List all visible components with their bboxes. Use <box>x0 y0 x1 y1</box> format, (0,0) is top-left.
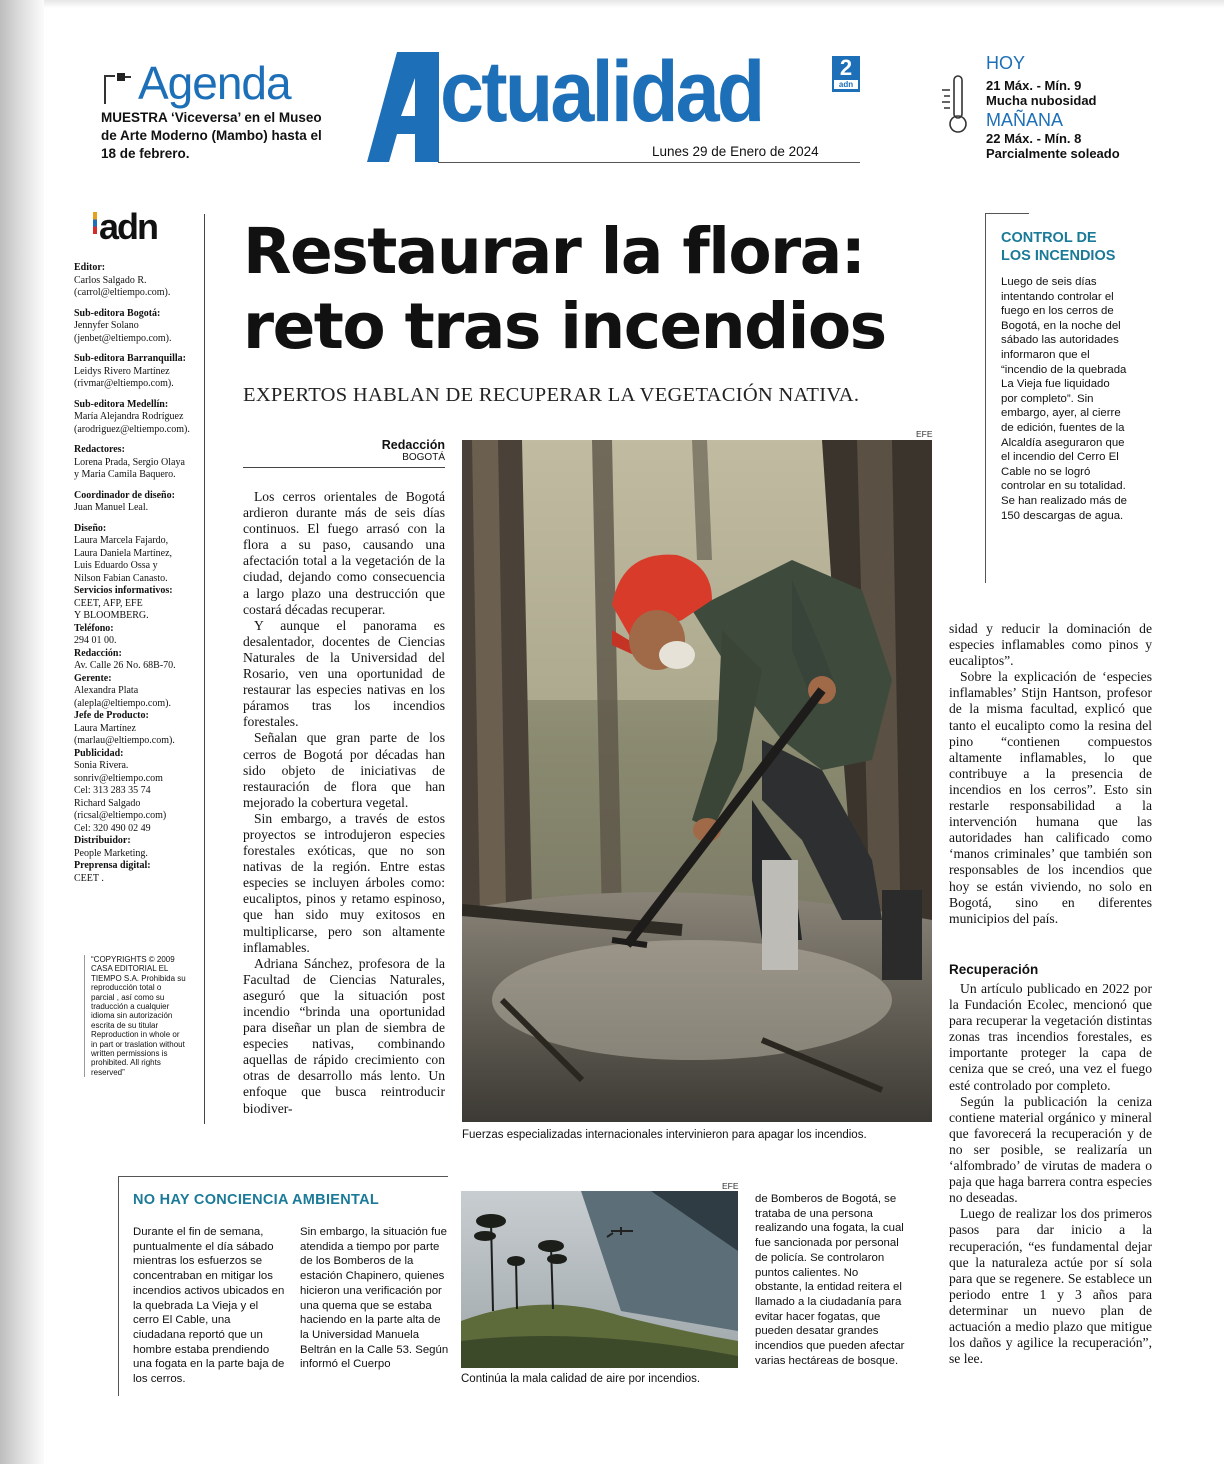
credit-entry <box>74 623 204 648</box>
credit-entry <box>74 648 204 673</box>
credit-line: (rivmar@eltiempo.com). <box>74 378 174 389</box>
article-paragraph: Un artículo publicado en 2022 por la Fundación Ecolec, mencionó que para recuperar la vegetación distintas zonas tras incendios forestales, es importante proteger la capa de ceniza que se creó, una vez el fuego esté controlado por completo. <box>949 981 1152 1093</box>
article-paragraph: Y aunque el panorama es desalentador, docentes de Ciencias Naturales de la Universidad del Rosario, ven una oportunidad de restaurar las especies nativas en los páramos tras los incendios forestales. <box>243 617 445 730</box>
credit-role: Jefe de Producto: <box>74 710 149 721</box>
credit-entry <box>74 835 204 860</box>
credit-entry <box>74 399 204 437</box>
credit-entry <box>74 353 204 391</box>
credit-entry <box>74 490 204 515</box>
sidebar-title-line-1: CONTROL DE <box>1001 230 1097 246</box>
article-paragraph: Los cerros orientales de Bogotá ardieron durante más de seis días continuos. El fuego arrasó con la flora a su paso, causando una afectación total a la vegetación de la ciudad, dejando como consecuencia a largo plazo una destrucción que costará décadas recuperar. <box>243 489 445 617</box>
article-paragraph: Adriana Sánchez, profesora de la Facultad de Ciencias Naturales, aseguró que la situación post incendio “brinda una oportunidad para diseñar un plan de siembra de especies nativas, combinando aquellas de rápido crecimiento con otras de desarrollo más lento. Un enfoque que busca reintroducir biodiver- <box>243 955 445 1116</box>
photo-caption: Fuerzas especializadas internacionales intervinieron para apagar los incendios. <box>462 1129 867 1141</box>
sidebar-frame-top <box>985 213 1029 214</box>
credit-entry <box>74 585 204 623</box>
article-paragraph: Según la publicación la ceniza contiene material orgánico y mineral que favorecerá la recuperación y de no ser posible, se realizaría un ‘alfombrado’ de virutas de madera o paja que haga barrera contra especies no deseadas. <box>949 1093 1152 1206</box>
credit-entry <box>74 710 204 748</box>
credit-entry <box>74 860 204 885</box>
thermometer-icon <box>940 74 970 136</box>
credit-line: María Alejandra Rodríguez <box>74 411 184 422</box>
sidebar-title-line-2: LOS INCENDIOS <box>1001 248 1116 264</box>
weather-today-label: HOY <box>986 53 1026 73</box>
credit-line: (carrol@eltiempo.com). <box>74 287 171 298</box>
credit-entry <box>74 262 204 300</box>
article-paragraph: Sin embargo, a través de estos proyectos se introdujeron especies forestales exóticas, que no son nativas de la región. Entre estas especies se incluyen árboles como: eucaliptos, pinos y retamo espinoso, que han sido muy exitosos en multiplicarse, pero son altamente inflamables. <box>243 810 445 955</box>
article-paragraph: Sobre la explicación de ‘especies inflamables’ Stijn Hantson, profesor de la misma facultad, explicó que tanto el eucalipto como la resina del pino “contienen compuestos altamente inflamables, lo que contribuye a la presencia de incendios en los cerros”. Esto sin restarle responsabilidad a la intervención humana que las autoridades han calificado como ‘manos criminales’ que también son responsables de los incendios que hoy se están viviendo, no solo en Bogotá, sino en diferentes municipios del país. <box>949 669 1152 926</box>
agenda-bracket-icon <box>103 72 133 106</box>
credit-role: Servicios informativos: <box>74 585 173 596</box>
credit-line: Sonia Rivera. <box>74 760 129 771</box>
credit-role: Diseño: <box>74 522 107 534</box>
article-paragraph: Señalan que gran parte de los cerros de Bogotá por décadas han sido objeto de iniciativas de restauración de flora que han mejorado la cobertura vegetal. <box>243 730 445 810</box>
page-number: 2 <box>839 55 853 80</box>
firefighter-photo <box>462 440 932 1122</box>
credit-role: Sub-editora Bogotá: <box>74 307 161 319</box>
weather-tomorrow-desc: Parcialmente soleado <box>986 146 1120 161</box>
copyright-notice: “COPYRIGHTS © 2009 CASA EDITORIAL EL TIEMPO S.A. Prohibida su reproducción total o parcial , así como su traducción a cualquier idioma sin autorización escrita de su titular Reproduction in whole or in part or traslation without written permissions is prohibited. All rights reserved” <box>84 955 186 1077</box>
box-photo-caption: Continúa la mala calidad de aire por incendios. <box>461 1373 701 1385</box>
page-spine-shadow <box>0 0 44 1464</box>
credit-line: Lorena Prada, Sergio Olaya <box>74 456 185 468</box>
page-number-badge <box>832 56 860 92</box>
weather-tomorrow-label: MAÑANA <box>986 110 1064 130</box>
credit-entry <box>74 523 204 586</box>
credit-line: Alexandra Plata <box>74 685 139 696</box>
box-frame-top <box>118 1176 448 1177</box>
sidebar-title <box>1001 229 1115 265</box>
section-title-rule <box>438 162 860 163</box>
credit-line: sonriv@eltiempo.com <box>74 772 163 784</box>
box-column-3: de Bomberos de Bogotá, se trataba de una persona realizando una fogata, la cual fue sancionada por personal de policía. Se controlaron puntos calientes. No obstante, la entidad reitera el llamado a la ciudadanía para evitar hacer fogatas, que pueden desatar grandes incendios que pueden afectar varias hectáreas de bosque. <box>755 1193 905 1367</box>
masthead-divider <box>204 214 205 1124</box>
page-top-shadow <box>44 0 1224 8</box>
credit-line: Richard Salgado <box>74 797 141 809</box>
credit-entry <box>74 673 204 711</box>
credit-role: Preprensa digital: <box>74 860 151 871</box>
credit-line: Y BLOOMBERG. <box>74 610 149 621</box>
credit-entry <box>74 444 204 482</box>
masthead-credits <box>74 262 204 893</box>
smoke-hills-photo <box>461 1191 738 1368</box>
credit-role: Sub-editora Medellín: <box>74 398 169 410</box>
credit-line: Laura Daniela Martínez, <box>74 547 173 559</box>
article-paragraph: sidad y reducir la dominación de especies inflamables como pinos y eucaliptos”. <box>949 621 1152 669</box>
credit-line: CEET, AFP, EFE <box>74 597 143 609</box>
credit-line: Juan Manuel Leal. <box>74 502 149 513</box>
credit-line: (marlau@eltiempo.com). <box>74 735 175 746</box>
section-title: ctualidad <box>440 44 763 140</box>
article-column-1 <box>243 489 445 1117</box>
subheading-recuperacion: Recuperación <box>949 962 1039 977</box>
credit-line: Laura Martínez <box>74 722 136 734</box>
credit-role: Editor: <box>74 262 106 273</box>
weather-today-desc: Mucha nubosidad <box>986 93 1097 108</box>
headline-line-1: Restaurar la flora: <box>243 215 865 288</box>
credit-role: Redacción: <box>74 647 122 659</box>
page-brand: adn <box>834 80 858 89</box>
headline-line-2: reto tras incendios <box>243 290 886 363</box>
credit-role: Distribuidor: <box>74 835 131 846</box>
credit-line: (jenbet@eltiempo.com). <box>74 332 172 344</box>
credit-entry <box>74 308 204 346</box>
box-column-2: Sin embargo, la situación fue atendida a tiempo por parte de los Bomberos de la estación Chapinero, quienes hicieron una verificación por una quema que se estaba haciendo en la parte alta de la Universidad Manuela Beltrán en la Calle 53. Según informó el Cuerpo <box>300 1226 449 1371</box>
photo-credit: EFE <box>916 429 933 439</box>
credit-role: Coordinador de diseño: <box>74 489 175 501</box>
credit-role: Redactores: <box>74 444 125 455</box>
weather-today-temp: 21 Máx. - Mín. 9 <box>986 78 1082 93</box>
byline-rule <box>243 467 445 468</box>
weather-tomorrow-temp: 22 Máx. - Mín. 8 <box>986 131 1082 146</box>
credit-line: Av. Calle 26 No. 68B-70. <box>74 660 176 671</box>
credit-line: 294 01 00. <box>74 635 117 646</box>
credit-line: (ricsal@eltiempo.com) <box>74 810 167 821</box>
box-title: NO HAY CONCIENCIA AMBIENTAL <box>133 1192 380 1208</box>
sidebar-frame-left <box>985 213 986 583</box>
article-column-3-top <box>949 621 1152 927</box>
article-paragraph: Luego de realizar los dos primeros pasos para dar inicio a la recuperación, “es fundamental dejar que la naturaleza actúe por sí sola para que se regenere. Se establece un periodo entre 1 y 3 años para determinar un nuevo plan de actuación a medio plazo que mitigue los daños y agilice la recuperación”, se lee. <box>949 1206 1152 1367</box>
section-initial-logo <box>367 52 439 162</box>
adn-logo-mark <box>93 212 97 234</box>
credit-line: (arodriguez@eltiempo.com). <box>74 423 190 435</box>
box-photo-credit: EFE <box>722 1181 739 1191</box>
credit-entry <box>74 748 204 836</box>
credit-line: y Maria Camila Baquero. <box>74 469 176 480</box>
sidebar-text: Luego de seis días intentando controlar el fuego en los cerros de Bogotá, en la noche del sábado las autoridades informaron que el “incendio de la quebrada La Vieja fue liquidado por completo”. Sin embargo, ayer, al cierre de edición, fuentes de la Alcaldía aseguraron que el incendio del Cerro El Cable no se logró controlar en su totalidad. Se han realizado más de 150 descargas de agua. <box>1001 276 1128 522</box>
credit-line: Carlos Salgado R. <box>74 274 147 286</box>
adn-logo <box>99 206 157 248</box>
issue-date: Lunes 29 de Enero de 2024 <box>652 144 819 159</box>
credit-line: Luis Eduardo Ossa y <box>74 560 158 571</box>
byline-city: BOGOTÁ <box>402 452 445 463</box>
credit-line: Leidys Rivero Martínez <box>74 365 170 377</box>
box-frame-left <box>118 1176 119 1396</box>
headline <box>243 214 933 364</box>
credit-line: (alepla@eltiempo.com). <box>74 697 171 709</box>
article-column-3-bottom <box>949 981 1152 1367</box>
adn-logo-text: adn <box>99 206 158 247</box>
credit-line: Cel: 313 283 35 74 <box>74 785 151 796</box>
agenda-text: MUESTRA ‘Viceversa’ en el Museo de Arte Moderno (Mambo) hasta el 18 de febrero. <box>101 110 322 161</box>
credit-line: Jennyfer Solano <box>74 320 139 331</box>
credit-line: CEET . <box>74 872 104 884</box>
box-column-1: Durante el fin de semana, puntualmente el día sábado mientras los esfuerzos se concentraban en mitigar los incendios activos ubicados en la quebrada La Vieja y el cerro El Cable, una ciudadana reportó que un hombre estaba prendiendo una fogata en la parte baja de los cerros. <box>133 1226 285 1386</box>
byline <box>243 438 445 463</box>
credit-line: Laura Marcela Fajardo, <box>74 535 169 546</box>
credit-line: Cel: 320 490 02 49 <box>74 822 151 834</box>
agenda-title: Agenda <box>138 57 291 109</box>
byline-author: Redacción <box>381 438 445 452</box>
credit-line: People Marketing. <box>74 847 148 859</box>
credit-role: Sub-editora Barranquilla: <box>74 353 186 364</box>
credit-role: Teléfono: <box>74 622 114 634</box>
subhead: EXPERTOS HABLAN DE RECUPERAR LA VEGETACIÓN NATIVA. <box>243 384 860 406</box>
credit-role: Gerente: <box>74 672 112 684</box>
credit-role: Publicidad: <box>74 747 124 759</box>
credit-line: Nilson Fabian Canasto. <box>74 572 168 584</box>
